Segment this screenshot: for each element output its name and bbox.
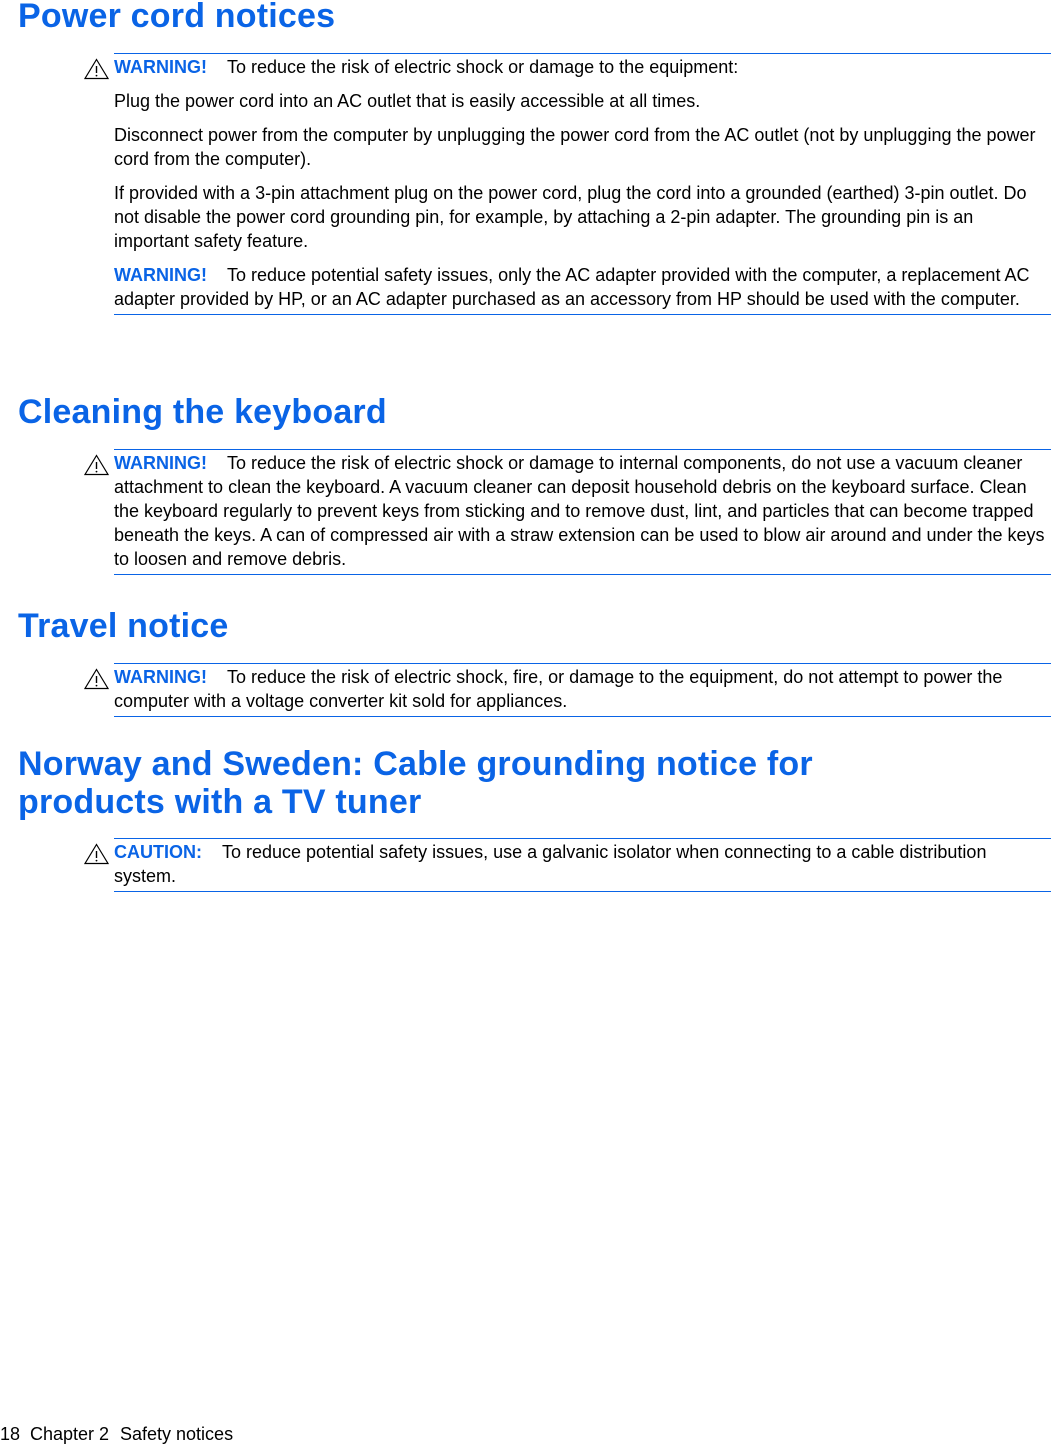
section-title: Cleaning the keyboard (18, 393, 387, 431)
section-title: Power cord notices (18, 0, 336, 35)
section-power-cord-notices (18, 0, 1051, 315)
notice-paragraph: WARNING! To reduce the risk of electric shock or damage to the equipment: (114, 57, 739, 77)
section-cleaning-the-keyboard (18, 393, 1051, 575)
notice-paragraph: WARNING! To reduce the risk of electric shock or damage to internal components, do not use a vacuum cleaner attachment to clean the keyboard. A vacuum cleaner can deposit household debris on the keyboard surface. Clean the keyboard regularly to prevent keys from sticking and to remove dust, lint, and particles that can become trapped beneath the keys. A can of compressed air with a straw extension can be used to blow air around and under the keys to loosen and remove debris. (114, 453, 1045, 569)
notice-label: WARNING! (114, 453, 207, 473)
section-norway-sweden-notice-wrap (18, 838, 1051, 892)
warning-notice (114, 53, 1051, 315)
page-number: 18 (0, 1424, 21, 1444)
caution-notice (114, 838, 1051, 892)
notice-paragraph: Disconnect power from the computer by unplugging the power cord from the AC outlet (not by unplugging the power cord from the computer). (114, 125, 1036, 169)
notice-paragraph: CAUTION: To reduce potential safety issues, use a galvanic isolator when connecting to a cable distribution system. (114, 842, 987, 886)
page-footer (0, 1422, 233, 1446)
warning-notice (114, 449, 1051, 575)
chapter-label: Chapter 2 (30, 1424, 110, 1444)
notice-paragraph: Plug the power cord into an AC outlet that is easily accessible at all times. (114, 91, 701, 111)
notice-label: WARNING! (114, 265, 207, 285)
section-title: Norway and Sweden: Cable grounding notice for products with a TV tuner (18, 745, 813, 821)
warning-triangle-icon (84, 454, 109, 476)
section-norway-sweden-cable-grounding (18, 745, 918, 821)
notice-paragraph: If provided with a 3-pin attachment plug on the power cord, plug the cord into a grounded (earthed) 3-pin outlet. Do not disable the power cord grounding pin, for example, by attaching a 2-pin adapter. The grounding pin is an important safety feature. (114, 183, 1027, 251)
caution-triangle-icon (84, 843, 109, 865)
notice-paragraph: WARNING! To reduce the risk of electric shock, fire, or damage to the equipment, do not attempt to power the computer with a voltage converter kit sold for appliances. (114, 667, 1003, 711)
section-title: Travel notice (18, 607, 229, 645)
notice-label: WARNING! (114, 57, 207, 77)
warning-notice (114, 663, 1051, 717)
warning-triangle-icon (84, 58, 109, 80)
warning-triangle-icon (84, 668, 109, 690)
section-travel-notice (18, 607, 1051, 717)
chapter-title: Safety notices (120, 1424, 234, 1444)
notice-label: CAUTION: (114, 842, 202, 862)
notice-paragraph: WARNING! To reduce potential safety issues, only the AC adapter provided with the computer, a replacement AC adapter provided by HP, or an AC adapter purchased as an accessory from HP should be used with the computer. (114, 265, 1030, 309)
notice-label: WARNING! (114, 667, 207, 687)
